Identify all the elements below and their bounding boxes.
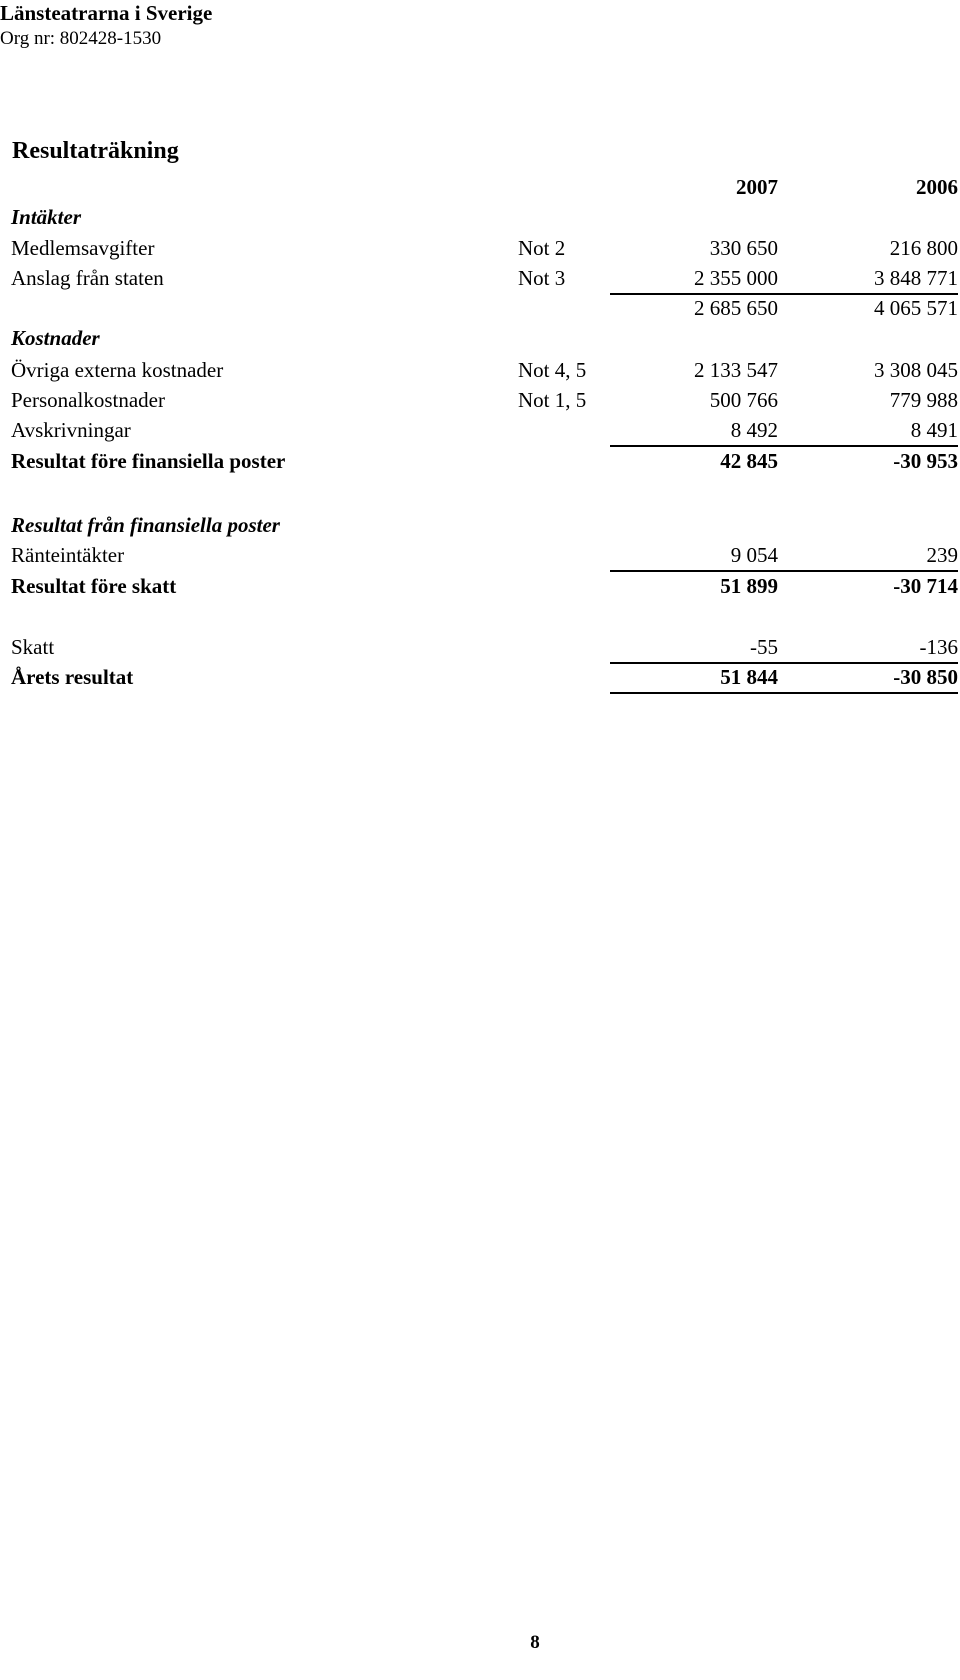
row-value-2007: 42 845 [720, 449, 778, 473]
row-label: Personalkostnader [11, 388, 165, 412]
section-heading-financial [0, 510, 960, 540]
row-value-2007: 2 133 547 [694, 358, 778, 382]
row-value-2006: 216 800 [889, 236, 958, 260]
table-row [0, 385, 960, 415]
year-2006-header: 2006 [916, 175, 958, 199]
row-label: Avskrivningar [11, 418, 131, 442]
year-2007-header: 2007 [736, 175, 778, 199]
organization-name: Länsteatrarna i Sverige [0, 1, 213, 25]
row-note: Not 4, 5 [518, 358, 587, 382]
row-value-2006: 3 848 771 [874, 266, 958, 290]
row-value-2006: -30 850 [893, 665, 958, 689]
row-value-2007: 51 844 [720, 665, 778, 689]
row-value-2006: -136 [919, 635, 958, 659]
row-value-2006: 8 491 [910, 418, 958, 442]
row-note: Not 3 [518, 266, 566, 290]
row-value-2006: 4 065 571 [874, 296, 958, 320]
row-value-2006: -30 714 [893, 574, 958, 598]
row-note: Not 2 [518, 236, 566, 260]
row-value-2007: 8 492 [730, 418, 778, 442]
year-header-row [0, 172, 960, 202]
total-result-row [0, 662, 960, 692]
row-value-2006: 3 308 045 [874, 358, 958, 382]
row-value-2007: 51 899 [720, 574, 778, 598]
row-label: Intäkter [11, 205, 82, 229]
income-statement [0, 0, 960, 760]
table-row [0, 415, 960, 445]
table-row [0, 355, 960, 385]
table-row [0, 540, 960, 570]
row-value-2007: 2 355 000 [694, 266, 778, 290]
row-value-2006: 239 [926, 543, 958, 567]
report-title: Resultaträkning [12, 138, 179, 164]
result-row [0, 571, 960, 601]
row-label: Resultat före skatt [11, 574, 177, 598]
result-row [0, 446, 960, 476]
row-label: Ränteintäkter [11, 543, 125, 567]
row-label: Kostnader [11, 326, 100, 350]
row-value-2006: 779 988 [889, 388, 958, 412]
row-value-2006: -30 953 [893, 449, 958, 473]
table-row [0, 263, 960, 293]
row-value-2007: 2 685 650 [694, 296, 778, 320]
page-number: 8 [530, 1632, 540, 1653]
organization-number: Org nr: 802428-1530 [0, 28, 162, 49]
table-row [0, 233, 960, 263]
row-label: Resultat från finansiella poster [11, 513, 280, 537]
section-heading-costs [0, 323, 960, 353]
row-note: Not 1, 5 [518, 388, 587, 412]
row-label: Anslag från staten [11, 266, 164, 290]
row-label: Övriga externa kostnader [11, 358, 224, 382]
row-label: Skatt [11, 635, 55, 659]
row-label: Resultat före finansiella poster [11, 449, 286, 473]
row-label: Årets resultat [11, 665, 134, 689]
row-value-2007: 330 650 [709, 236, 778, 260]
table-row [0, 632, 960, 662]
section-heading-revenue [0, 202, 960, 232]
row-value-2007: -55 [750, 635, 778, 659]
row-value-2007: 9 054 [730, 543, 778, 567]
subtotal-row [0, 293, 960, 323]
row-value-2007: 500 766 [709, 388, 778, 412]
row-label: Medlemsavgifter [11, 236, 155, 260]
